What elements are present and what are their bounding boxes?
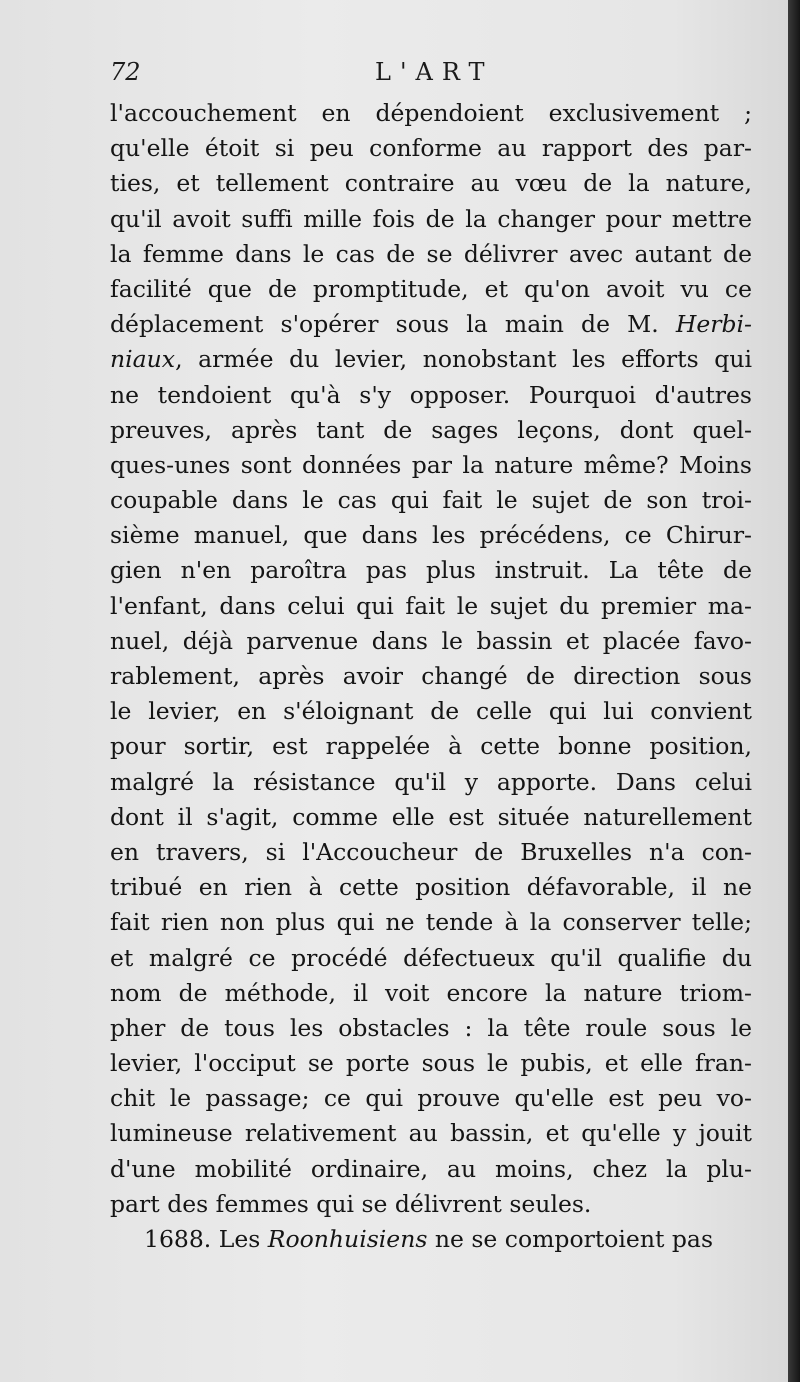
text-line: qu'elle étoit si peu conforme au rapport des par- xyxy=(110,134,752,163)
text-line: l'accouchement en dépendoient exclusivement ; xyxy=(110,99,752,127)
text-line: nom de méthode, il voit encore la nature triom- xyxy=(110,978,752,1007)
text-line: levier, l'occiput se porte sous le pubis, et elle fran- xyxy=(110,1049,752,1078)
text-line: sième manuel, que dans les précédens, ce Chirur- xyxy=(110,521,752,550)
text-line: ties, et tellement contraire au vœu de la nature, xyxy=(110,169,752,198)
text-line: pour sortir, est rappelée à cette bonne position, xyxy=(110,732,752,761)
text-line xyxy=(110,342,752,377)
text-line: le levier, en s'éloignant de celle qui lui convient xyxy=(110,697,752,726)
text-line: coupable dans le cas qui fait le sujet de son troi- xyxy=(110,486,752,515)
proper-name: Herbi- xyxy=(675,310,752,339)
text-run: déplacement s'opérer sous la main de M. xyxy=(110,310,676,339)
text-line: la femme dans le cas de se délivrer avec autant de xyxy=(110,239,752,268)
text-line: chit le passage; ce qui prouve qu'elle est peu vo- xyxy=(110,1084,752,1113)
text-run: , armée du levier, nonobstant les efforts qui xyxy=(175,345,752,374)
proper-name: niaux xyxy=(110,345,176,374)
page-edge-shadow xyxy=(788,0,800,1382)
text-line: lumineuse relativement au bassin, et qu'elle y jouit xyxy=(110,1119,752,1148)
body-text xyxy=(110,96,752,1257)
text-line: facilité que de promptitude, et qu'on avoit vu ce xyxy=(110,274,752,303)
text-run: ne se comportoient pas xyxy=(427,1225,714,1253)
text-line: nuel, déjà parvenue dans le bassin et placée favo- xyxy=(110,626,752,655)
running-head xyxy=(110,58,760,94)
text-line: rablement, après avoir changé de direction sous xyxy=(110,662,752,690)
text-line xyxy=(110,307,752,342)
text-line: malgré la résistance qu'il y apporte. Dans celui xyxy=(110,767,752,796)
text-run: Les xyxy=(211,1225,268,1253)
text-line: fait rien non plus qui ne tende à la conserver telle; xyxy=(110,908,752,937)
text-line: gien n'en paroîtra pas plus instruit. La tête de xyxy=(110,556,752,585)
text-line: ques-unes sont données par la nature même? Moins xyxy=(110,450,752,479)
text-line: et malgré ce procédé défectueux qu'il qualifie du xyxy=(110,943,752,972)
running-title: L'ART xyxy=(375,58,494,86)
text-line: tribué en rien à cette position défavorable, il ne xyxy=(110,873,752,902)
text-line: d'une mobilité ordinaire, au moins, chez la plu- xyxy=(110,1154,752,1183)
text-line: qu'il avoit suffi mille fois de la changer pour mettre xyxy=(110,204,752,233)
text-line: preuves, après tant de sages leçons, dont quel- xyxy=(110,415,752,444)
text-line: en travers, si l'Accoucheur de Bruxelles n'a con- xyxy=(110,837,752,866)
page-number: 72 xyxy=(110,58,141,86)
text-line: l'enfant, dans celui qui fait le sujet du premier ma- xyxy=(110,591,752,620)
text-line: part des femmes qui se délivrent seules. xyxy=(110,1189,592,1218)
text-line: dont il s'agit, comme elle est située naturellement xyxy=(110,802,752,831)
text-line: pher de tous les obstacles : la tête roule sous le xyxy=(110,1013,752,1042)
proper-name: Roonhuisiens xyxy=(267,1225,428,1253)
paragraph-number: 1688. xyxy=(144,1225,212,1253)
text-line: ne tendoient qu'à s'y opposer. Pourquoi d'autres xyxy=(110,380,752,409)
paragraph-start xyxy=(110,1222,752,1257)
